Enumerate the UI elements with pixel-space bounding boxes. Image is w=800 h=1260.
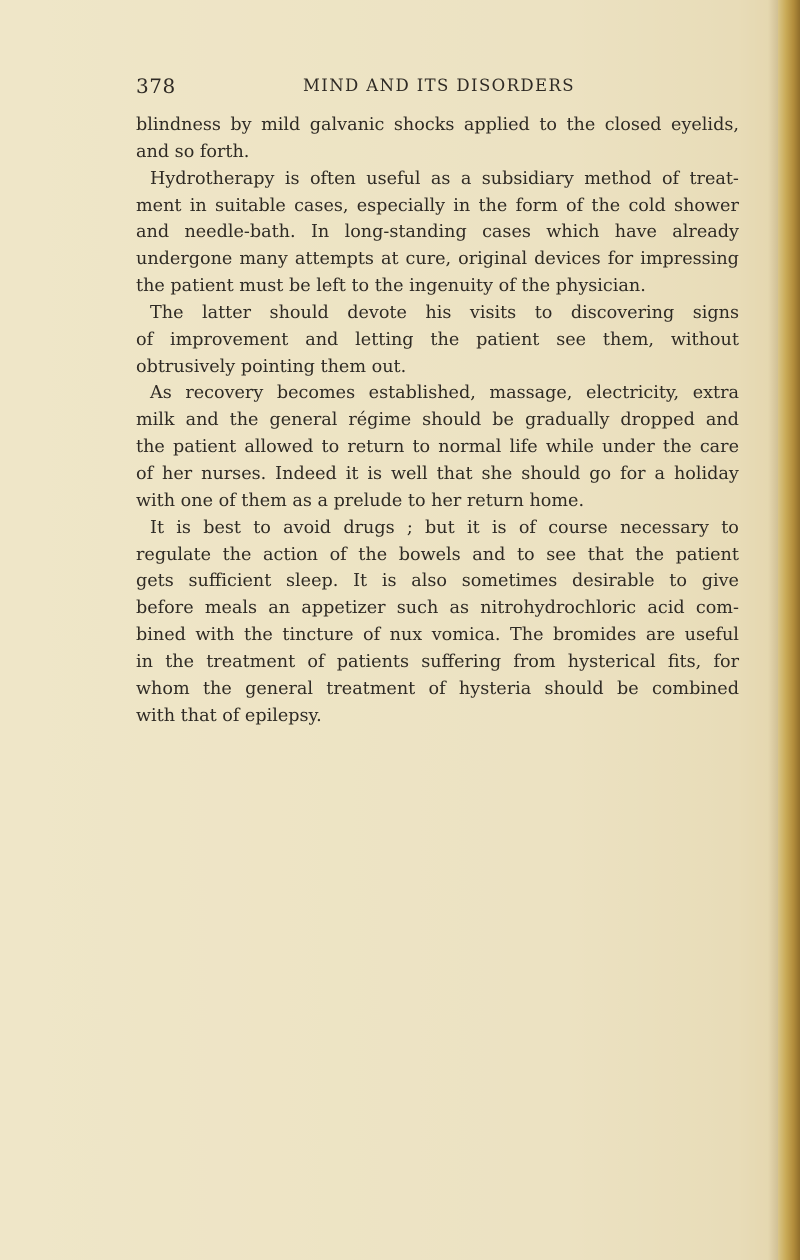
word: bined bbox=[136, 625, 186, 646]
word: the bbox=[478, 195, 508, 216]
word: while bbox=[545, 437, 594, 458]
word: original bbox=[458, 249, 528, 270]
word: ; bbox=[406, 517, 413, 538]
word: visits bbox=[469, 302, 517, 323]
word: for bbox=[607, 249, 634, 270]
text-line bbox=[136, 380, 739, 407]
word: often bbox=[309, 168, 356, 189]
word: gets bbox=[136, 571, 174, 592]
text-line bbox=[136, 219, 739, 246]
word: massage, bbox=[489, 383, 573, 404]
word: As bbox=[150, 383, 172, 404]
word: fits, bbox=[667, 651, 702, 672]
word: patient bbox=[476, 329, 540, 350]
text-line bbox=[136, 166, 739, 193]
word: under bbox=[602, 437, 655, 458]
word: treatment bbox=[326, 678, 416, 699]
word: undergone bbox=[136, 249, 233, 270]
word: already bbox=[672, 222, 739, 243]
word: to bbox=[321, 437, 340, 458]
word: avoid bbox=[283, 517, 332, 538]
word: return bbox=[347, 437, 405, 458]
word: useful bbox=[366, 168, 421, 189]
word: well bbox=[390, 463, 428, 484]
word: as bbox=[430, 168, 451, 189]
word: have bbox=[614, 222, 657, 243]
word: subsidiary bbox=[481, 168, 574, 189]
word: meals bbox=[204, 598, 258, 619]
word: from bbox=[513, 651, 556, 672]
word: blindness bbox=[136, 115, 221, 135]
text-line bbox=[136, 112, 739, 139]
word: at bbox=[380, 249, 399, 270]
word: nux bbox=[389, 625, 423, 646]
word: especially bbox=[356, 195, 446, 216]
page-gutter-shadow bbox=[768, 0, 778, 1260]
word: should bbox=[269, 302, 329, 323]
word: becomes bbox=[276, 383, 356, 404]
word: go bbox=[589, 463, 612, 484]
word: also bbox=[411, 571, 448, 592]
word: them, bbox=[602, 329, 654, 350]
word: the bbox=[202, 678, 232, 699]
text-line bbox=[136, 568, 739, 595]
word: it bbox=[345, 463, 359, 484]
word: attempts bbox=[294, 249, 374, 270]
word: but bbox=[425, 517, 455, 538]
text-line bbox=[136, 461, 739, 488]
word: that bbox=[436, 463, 473, 484]
word: needle-bath. bbox=[184, 222, 296, 243]
word: impressing bbox=[640, 249, 739, 270]
word: of bbox=[307, 651, 325, 672]
word: to bbox=[534, 302, 553, 323]
word: the bbox=[430, 329, 460, 350]
word: appetizer bbox=[301, 598, 386, 619]
word: be bbox=[616, 678, 639, 699]
body-text bbox=[136, 112, 739, 729]
word: give bbox=[701, 571, 739, 592]
word: patient bbox=[172, 437, 237, 458]
word: ment bbox=[136, 195, 182, 216]
word: cases bbox=[482, 222, 531, 243]
word: and bbox=[136, 222, 170, 243]
word: see bbox=[546, 544, 577, 565]
word: applied bbox=[463, 115, 530, 135]
word: The bbox=[150, 302, 184, 323]
word: of bbox=[136, 329, 154, 350]
word: that bbox=[587, 544, 624, 565]
word: his bbox=[425, 302, 452, 323]
word: latter bbox=[201, 302, 252, 323]
word: signs bbox=[692, 302, 739, 323]
word: discovering bbox=[570, 302, 675, 323]
text-line bbox=[136, 193, 739, 220]
word: treat- bbox=[689, 168, 739, 189]
page-edge bbox=[778, 0, 800, 1260]
word: in bbox=[453, 195, 471, 216]
text-line bbox=[136, 542, 739, 569]
word: see bbox=[556, 329, 587, 350]
word: before bbox=[136, 598, 194, 619]
word: and bbox=[705, 410, 739, 431]
word: hysteria bbox=[458, 678, 532, 699]
word: vomica. bbox=[431, 625, 501, 646]
word: in bbox=[136, 651, 153, 672]
word: bromides bbox=[553, 625, 637, 646]
text-line bbox=[136, 407, 739, 434]
word: a bbox=[654, 463, 666, 484]
text-line bbox=[136, 515, 739, 542]
word: shocks bbox=[393, 115, 455, 135]
word: suitable bbox=[214, 195, 286, 216]
word: to bbox=[412, 437, 431, 458]
word: regulate bbox=[136, 544, 212, 565]
word: sleep. bbox=[286, 571, 339, 592]
word: recovery bbox=[185, 383, 264, 404]
word: the bbox=[662, 437, 692, 458]
word: without bbox=[670, 329, 739, 350]
word: with bbox=[195, 625, 235, 646]
word: by bbox=[230, 115, 252, 135]
word: gradually bbox=[524, 410, 610, 431]
page-number: 378 bbox=[136, 74, 176, 98]
word: bowels bbox=[398, 544, 461, 565]
word: should bbox=[521, 463, 581, 484]
word: shower bbox=[674, 195, 739, 216]
text-line bbox=[136, 595, 739, 622]
word: action bbox=[263, 544, 318, 565]
word: to bbox=[253, 517, 271, 538]
word: and bbox=[305, 329, 339, 350]
word: form bbox=[515, 195, 558, 216]
text-line: obtrusively pointing them out. bbox=[136, 356, 407, 377]
word: Indeed bbox=[275, 463, 337, 484]
word: sufficient bbox=[188, 571, 272, 592]
word: of bbox=[136, 463, 154, 484]
word: long-standing bbox=[344, 222, 467, 243]
text-line bbox=[136, 622, 739, 649]
word: of bbox=[428, 678, 446, 699]
word: to bbox=[669, 571, 687, 592]
word: of bbox=[518, 517, 536, 538]
word: In bbox=[310, 222, 330, 243]
word: is bbox=[284, 168, 300, 189]
word: the bbox=[136, 437, 165, 458]
word: the bbox=[358, 544, 388, 565]
word: is bbox=[367, 463, 383, 484]
word: nurses. bbox=[201, 463, 267, 484]
word: course bbox=[548, 517, 608, 538]
word: devices bbox=[534, 249, 601, 270]
text-line bbox=[136, 676, 739, 703]
word: It bbox=[353, 571, 368, 592]
word: The bbox=[510, 625, 544, 646]
word: milk bbox=[136, 410, 175, 431]
word: eyelids, bbox=[671, 115, 739, 135]
word: the bbox=[244, 625, 273, 646]
running-head: MIND AND ITS DISORDERS bbox=[302, 76, 576, 95]
word: dropped bbox=[620, 410, 695, 431]
word: Hydrotherapy bbox=[150, 168, 275, 189]
text-line: with that of epilepsy. bbox=[136, 705, 322, 726]
word: established, bbox=[368, 383, 476, 404]
word: general bbox=[269, 410, 338, 431]
word: are bbox=[645, 625, 676, 646]
word: is bbox=[381, 571, 397, 592]
word: of bbox=[566, 195, 584, 216]
word: method bbox=[584, 168, 652, 189]
text-line: with one of them as a prelude to her return home. bbox=[136, 490, 585, 511]
word: an bbox=[268, 598, 291, 619]
page-header bbox=[136, 74, 736, 100]
word: the bbox=[635, 544, 665, 565]
word: devote bbox=[347, 302, 407, 323]
word: of bbox=[661, 168, 680, 189]
word: care bbox=[699, 437, 739, 458]
word: com- bbox=[695, 598, 739, 619]
word: hysterical bbox=[567, 651, 656, 672]
word: such bbox=[396, 598, 439, 619]
word: of bbox=[363, 625, 381, 646]
text-line bbox=[136, 434, 739, 461]
word: patients bbox=[336, 651, 410, 672]
word: the bbox=[165, 651, 195, 672]
word: life bbox=[509, 437, 538, 458]
word: and bbox=[472, 544, 506, 565]
word: drugs bbox=[343, 517, 395, 538]
word: cold bbox=[628, 195, 666, 216]
word: should bbox=[422, 410, 482, 431]
text-line: and so forth. bbox=[136, 141, 250, 162]
word: general bbox=[245, 678, 314, 699]
word: patient bbox=[675, 544, 739, 565]
word: a bbox=[460, 168, 472, 189]
word: many bbox=[239, 249, 288, 270]
word: treatment bbox=[206, 651, 296, 672]
word: for bbox=[713, 651, 739, 672]
word: the bbox=[591, 195, 621, 216]
text-line bbox=[136, 246, 739, 273]
word: nitrohydrochloric bbox=[480, 598, 637, 619]
word: and bbox=[185, 410, 219, 431]
word: the bbox=[566, 115, 596, 135]
word: it bbox=[466, 517, 480, 538]
word: letting bbox=[355, 329, 414, 350]
word: normal bbox=[438, 437, 502, 458]
word: tincture bbox=[282, 625, 354, 646]
text-line bbox=[136, 327, 739, 354]
word: in bbox=[189, 195, 207, 216]
word: to bbox=[516, 544, 535, 565]
word: combined bbox=[651, 678, 739, 699]
text-line bbox=[136, 300, 739, 327]
word: should bbox=[544, 678, 604, 699]
word: best bbox=[203, 517, 241, 538]
word: whom bbox=[136, 678, 190, 699]
word: galvanic bbox=[309, 115, 385, 135]
word: allowed bbox=[244, 437, 314, 458]
word: régime bbox=[348, 410, 412, 431]
word: she bbox=[481, 463, 513, 484]
word: useful bbox=[684, 625, 739, 646]
word: for bbox=[620, 463, 646, 484]
word: the bbox=[222, 544, 252, 565]
word: to bbox=[721, 517, 739, 538]
word: of bbox=[329, 544, 347, 565]
word: necessary bbox=[620, 517, 709, 538]
word: cure, bbox=[405, 249, 452, 270]
word: improvement bbox=[169, 329, 289, 350]
word: which bbox=[546, 222, 600, 243]
word: to bbox=[539, 115, 557, 135]
word: is bbox=[176, 517, 191, 538]
word: her bbox=[162, 463, 193, 484]
word: closed bbox=[604, 115, 662, 135]
word: sometimes bbox=[461, 571, 558, 592]
word: cases, bbox=[294, 195, 349, 216]
text-line: the patient must be left to the ingenuity of the physician. bbox=[136, 276, 646, 297]
word: be bbox=[492, 410, 514, 431]
word: as bbox=[449, 598, 470, 619]
word: the bbox=[229, 410, 259, 431]
word: acid bbox=[647, 598, 685, 619]
word: extra bbox=[692, 383, 739, 404]
word: suffering bbox=[421, 651, 502, 672]
word: electricity, bbox=[585, 383, 680, 404]
word: holiday bbox=[673, 463, 739, 484]
word: It bbox=[150, 517, 165, 538]
word: mild bbox=[261, 115, 301, 135]
word: desirable bbox=[572, 571, 655, 592]
text-line bbox=[136, 649, 739, 676]
word: is bbox=[491, 517, 507, 538]
